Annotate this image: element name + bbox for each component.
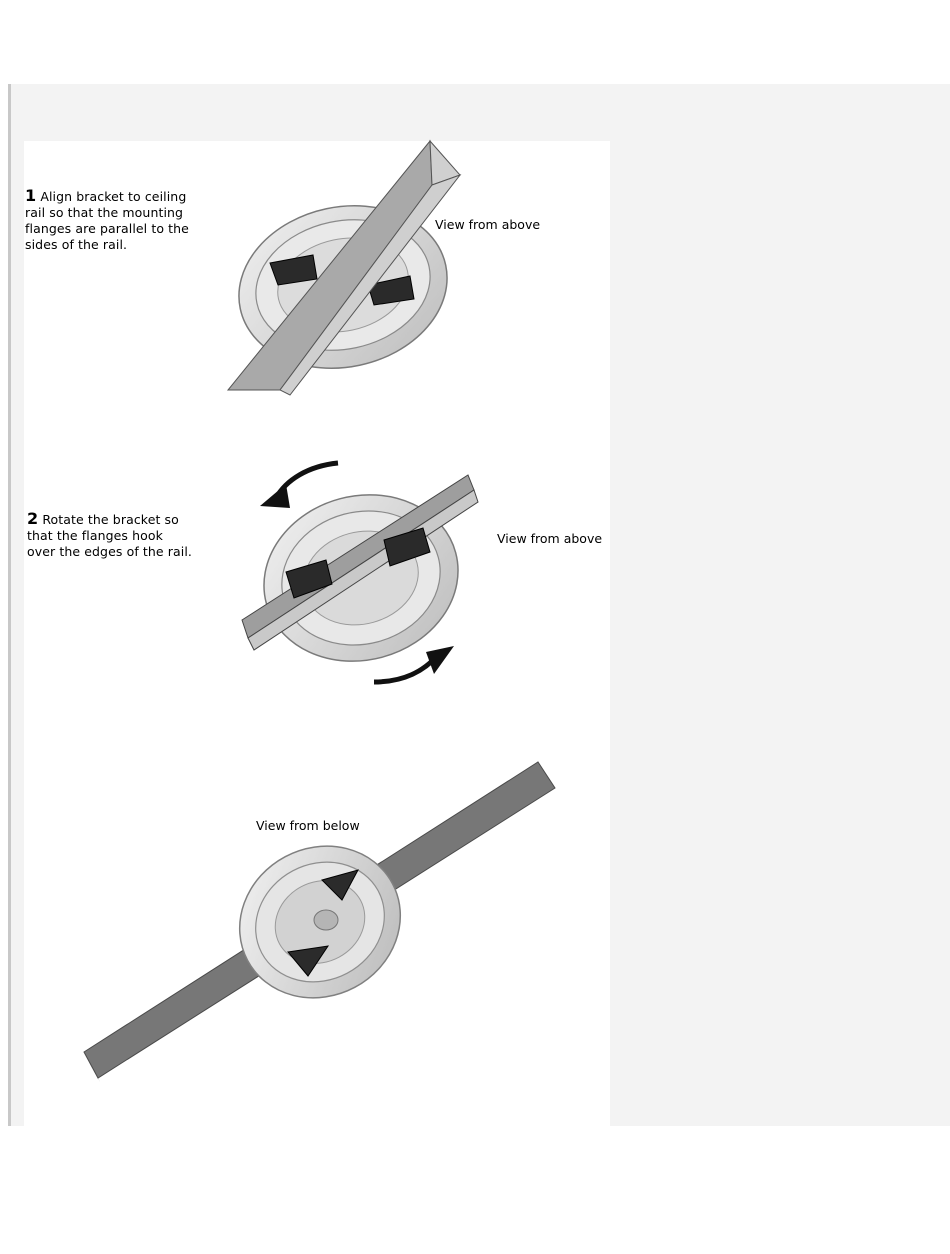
step-2-number: 2 [27, 509, 39, 528]
step-1-line-2: rail so that the mounting [25, 205, 184, 220]
fig1-caption: View from above [435, 217, 541, 232]
figure-3-bracket-rail-below [80, 760, 560, 1085]
rotate-arrow-bottom-icon [374, 655, 438, 682]
step-1-line-3: flanges are parallel to the [25, 221, 189, 236]
step-1-line-1: Align bracket to ceiling [40, 189, 187, 204]
step-2-text [27, 511, 192, 560]
step-1-text [25, 188, 189, 253]
figure-1-bracket-rail-above [220, 135, 470, 410]
fig2-caption: View from above [497, 531, 603, 546]
step-2-line-3: over the edges of the rail. [27, 544, 192, 559]
step-2-line-2: that the flanges hook [27, 528, 163, 543]
step-2-line-1: Rotate the bracket so [42, 512, 179, 527]
step-1-number: 1 [25, 186, 37, 205]
figure-2-bracket-rotate [238, 460, 498, 690]
fig3-caption: View from below [256, 818, 360, 833]
rotate-arrowhead-top-icon [260, 484, 290, 508]
step-1-line-4: sides of the rail. [25, 237, 128, 252]
rotate-arrowhead-bottom-icon [426, 646, 454, 674]
